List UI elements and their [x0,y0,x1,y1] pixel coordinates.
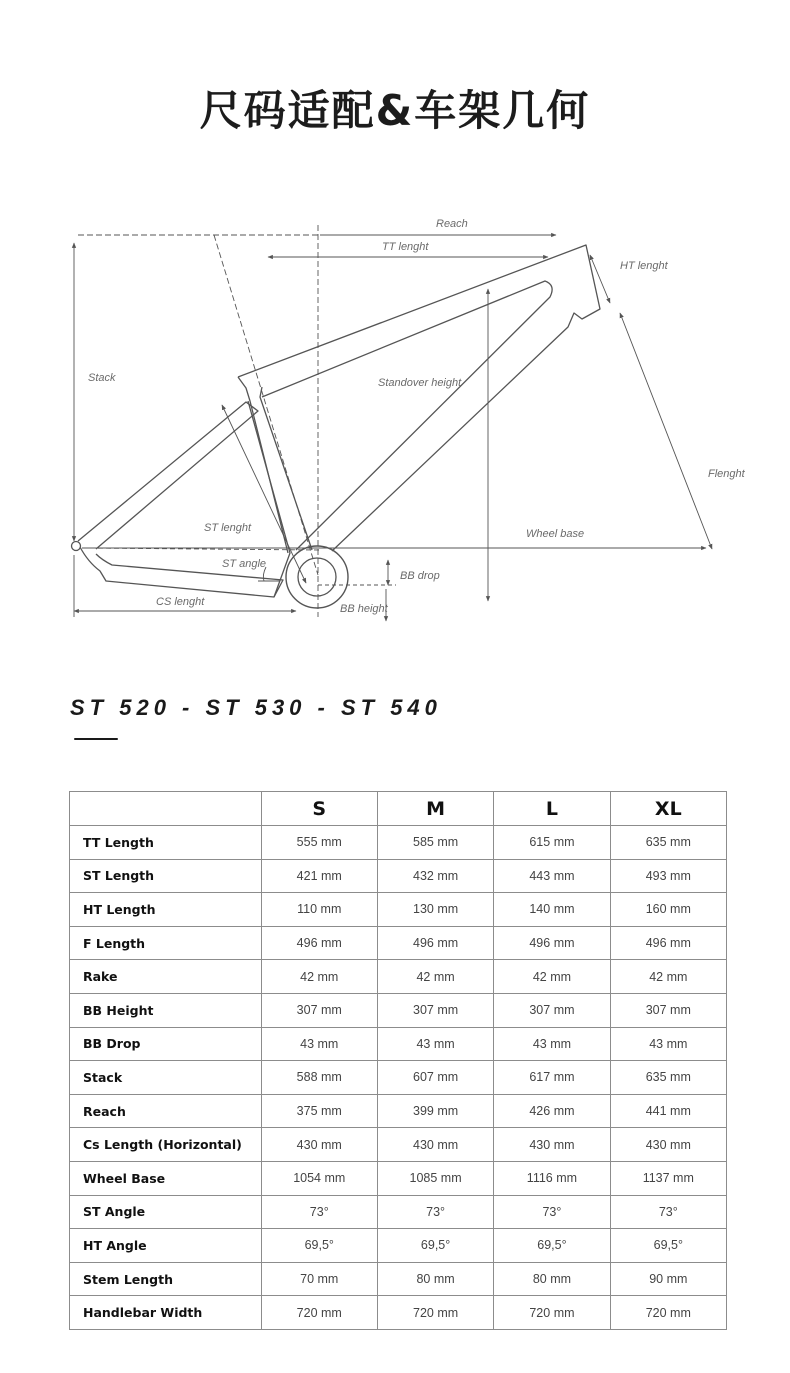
header-size: M [377,792,493,826]
row-value-cell: 607 mm [377,1061,493,1095]
table-row [70,960,727,994]
bb-height-label: BB height [340,603,388,615]
row-value-cell: 555 mm [261,826,377,860]
table-header-row [70,792,727,826]
header-param [70,792,262,826]
table-row [70,893,727,927]
table-row [70,1161,727,1195]
bb-shell-outer [286,546,348,608]
tt-length-label: TT lenght [382,241,429,253]
table-row [70,1229,727,1263]
row-value-cell: 43 mm [261,1027,377,1061]
row-param-label: BB Height [70,993,262,1027]
bike-frame [72,245,601,608]
row-value-cell: 69,5° [610,1229,726,1263]
header-size: L [494,792,610,826]
reach-label: Reach [436,218,468,230]
row-value-cell: 70 mm [261,1262,377,1296]
row-value-cell: 720 mm [494,1296,610,1330]
top-tube-outline [238,245,600,551]
row-value-cell: 130 mm [377,893,493,927]
row-param-label: F Length [70,926,262,960]
row-value-cell: 42 mm [494,960,610,994]
row-value-cell: 160 mm [610,893,726,927]
stack-label: Stack [88,372,116,384]
row-value-cell: 617 mm [494,1061,610,1095]
row-param-label: TT Length [70,826,262,860]
page-title: 尺码适配&车架几何 [199,86,591,135]
row-value-cell: 1116 mm [494,1161,610,1195]
geometry-table [69,791,727,1330]
standover-height-label: Standover height [378,377,462,389]
row-value-cell: 496 mm [494,926,610,960]
row-value-cell: 69,5° [377,1229,493,1263]
row-value-cell: 1085 mm [377,1161,493,1195]
row-param-label: Rake [70,960,262,994]
row-param-label: ST Angle [70,1195,262,1229]
frame-geometry-diagram [0,205,790,655]
row-value-cell: 1054 mm [261,1161,377,1195]
row-value-cell: 635 mm [610,826,726,860]
row-value-cell: 42 mm [610,960,726,994]
model-title: ST 520 - ST 530 - ST 540 [70,695,442,720]
f-length-label: Flenght [708,468,745,480]
row-value-cell: 635 mm [610,1061,726,1095]
table-row [70,1027,727,1061]
table-row [70,1195,727,1229]
row-value-cell: 69,5° [494,1229,610,1263]
table-row [70,826,727,860]
table-row [70,1296,727,1330]
row-param-label: Reach [70,1094,262,1128]
row-value-cell: 496 mm [377,926,493,960]
dropout-circle [72,542,81,551]
row-value-cell: 720 mm [377,1296,493,1330]
table-row [70,859,727,893]
header-size: XL [610,792,726,826]
row-value-cell: 73° [261,1195,377,1229]
row-value-cell: 720 mm [261,1296,377,1330]
row-param-label: HT Angle [70,1229,262,1263]
row-param-label: Stack [70,1061,262,1095]
row-value-cell: 399 mm [377,1094,493,1128]
row-value-cell: 110 mm [261,893,377,927]
dimension-lines [74,225,712,621]
row-value-cell: 90 mm [610,1262,726,1296]
row-value-cell: 307 mm [494,993,610,1027]
header-size: S [261,792,377,826]
row-value-cell: 430 mm [610,1128,726,1162]
row-param-label: Cs Length (Horizontal) [70,1128,262,1162]
bb-shell-inner [298,558,336,596]
row-value-cell: 80 mm [377,1262,493,1296]
row-value-cell: 43 mm [377,1027,493,1061]
row-value-cell: 496 mm [261,926,377,960]
title-underline [74,738,118,740]
table-row [70,1128,727,1162]
row-param-label: Stem Length [70,1262,262,1296]
st-angle-label: ST angle [222,558,267,570]
row-value-cell: 615 mm [494,826,610,860]
row-value-cell: 1137 mm [610,1161,726,1195]
row-value-cell: 42 mm [377,960,493,994]
table-row [70,993,727,1027]
wheel-base-label: Wheel base [526,528,585,540]
f-dim [620,313,712,549]
row-value-cell: 585 mm [377,826,493,860]
table-row [70,1094,727,1128]
row-value-cell: 496 mm [610,926,726,960]
ht-length-label: HT lenght [620,260,668,272]
row-value-cell: 42 mm [261,960,377,994]
row-value-cell: 430 mm [261,1128,377,1162]
st-length-label: ST lenght [204,522,252,534]
row-value-cell: 80 mm [494,1262,610,1296]
row-value-cell: 588 mm [261,1061,377,1095]
row-value-cell: 430 mm [377,1128,493,1162]
cs-length-label: CS lenght [156,596,205,608]
row-value-cell: 375 mm [261,1094,377,1128]
row-value-cell: 43 mm [494,1027,610,1061]
row-param-label: BB Drop [70,1027,262,1061]
row-value-cell: 73° [377,1195,493,1229]
row-value-cell: 720 mm [610,1296,726,1330]
row-value-cell: 43 mm [610,1027,726,1061]
top-tube-inner [262,281,552,550]
table-row [70,926,727,960]
row-value-cell: 430 mm [494,1128,610,1162]
row-param-label: Handlebar Width [70,1296,262,1330]
row-value-cell: 432 mm [377,859,493,893]
row-param-label: Wheel Base [70,1161,262,1195]
row-value-cell: 421 mm [261,859,377,893]
row-value-cell: 73° [494,1195,610,1229]
table-body [70,826,727,1330]
row-value-cell: 140 mm [494,893,610,927]
chain-stay [80,547,283,597]
row-value-cell: 426 mm [494,1094,610,1128]
frame-geometry-svg [0,205,790,655]
row-value-cell: 73° [610,1195,726,1229]
row-value-cell: 69,5° [261,1229,377,1263]
row-param-label: HT Length [70,893,262,927]
row-value-cell: 307 mm [261,993,377,1027]
table-row [70,1061,727,1095]
table-row [70,1262,727,1296]
row-value-cell: 307 mm [377,993,493,1027]
row-value-cell: 307 mm [610,993,726,1027]
row-param-label: ST Length [70,859,262,893]
row-value-cell: 443 mm [494,859,610,893]
row-value-cell: 493 mm [610,859,726,893]
bb-drop-label: BB drop [400,570,440,582]
row-value-cell: 441 mm [610,1094,726,1128]
